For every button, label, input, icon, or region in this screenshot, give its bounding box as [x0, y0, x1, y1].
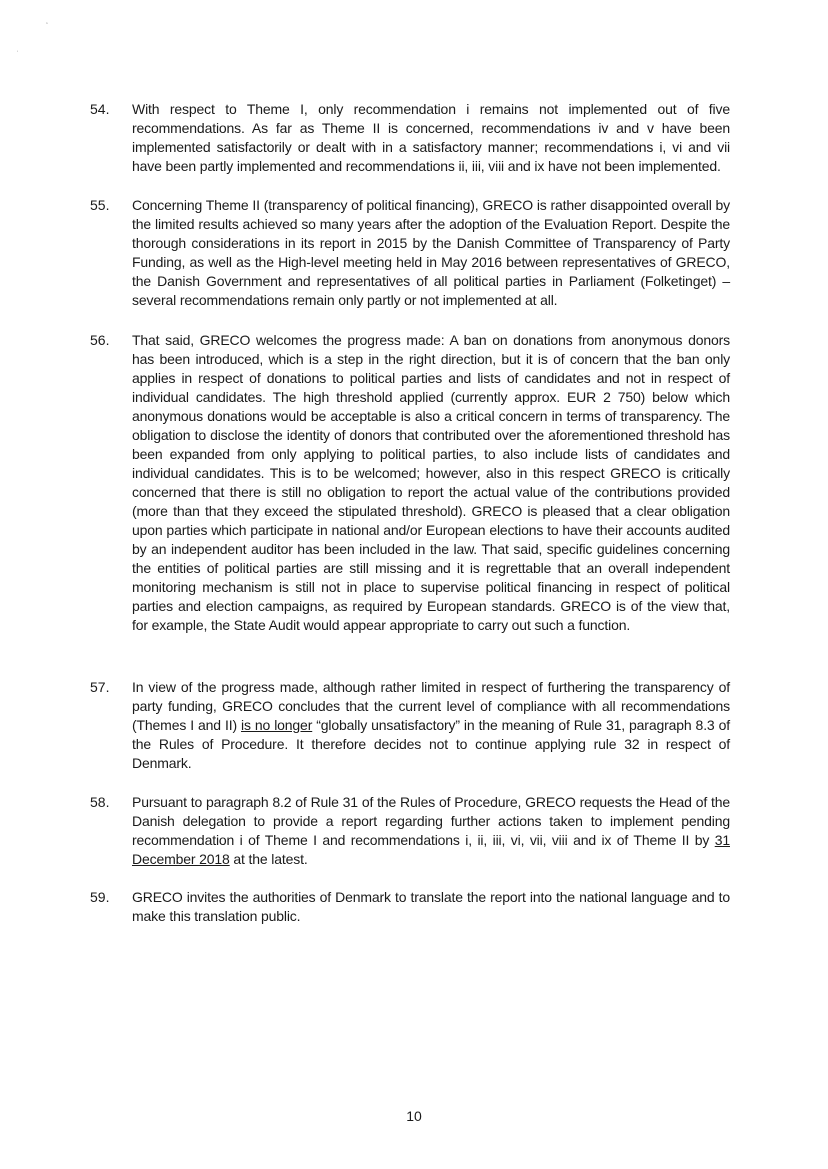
text-run: “globally unsatisfactory” in the meaning of Rule 31, paragraph 8.3 of the Rules of Procedure. It therefore decides not to continue applying rule 32 in respect of Denmark.	[132, 717, 730, 771]
text-run: Pursuant to paragraph 8.2 of Rule 31 of the Rules of Procedure, GRECO requests the Head of the Danish delegation to provide a report regarding further actions taken to implement pending recommendation i of Theme I and recommendations i, ii, iii, vi, vii, viii and ix of Theme II by	[132, 794, 730, 848]
paragraph-text	[132, 793, 730, 869]
paragraph-56	[90, 331, 730, 635]
paragraph-number: 54.	[90, 101, 110, 117]
paragraph-text: With respect to Theme I, only recommendation i remains not implemented out of five recommendations. As far as Theme II is concerned, recommendations iv and v have been implemented satisfactorily or dealt with in a satisfactory manner; recommendations i, vi and vii have been partly implemented and recommendations ii, iii, viii and ix have not been implemented.	[132, 101, 730, 174]
underlined-text: is no longer	[241, 717, 313, 733]
paragraph-text: GRECO invites the authorities of Denmark to translate the report into the national language and to make this translation public.	[132, 889, 730, 924]
paragraph-number: 58.	[90, 794, 110, 810]
text-run: at the latest.	[229, 851, 308, 867]
paragraph-58	[90, 793, 730, 869]
paragraph-text: That said, GRECO welcomes the progress made: A ban on donations from anonymous donors has been introduced, which is a step in the right direction, but it is of concern that the ban only applies in respect of donations to political parties and lists of candidates and not in respect of individual candidates. The high threshold applied (currently approx. EUR 2 750) below which anonymous donations would be acceptable is also a critical concern in terms of transparency. The obligation to disclose the identity of donors that contributed over the aforementioned threshold has been expanded from only applying to political parties, to also include lists of candidates and individual candidates. This is to be welcomed; however, also in this respect GRECO is critically concerned that there is still no obligation to report the actual value of the contributions provided (more than that they exceed the stipulated threshold). GRECO is pleased that a clear obligation upon parties which participate in national and/or European elections to have their accounts audited by an independent auditor has been included in the law. That said, specific guidelines concerning the entities of political parties are still missing and it is regrettable that an overall independent monitoring mechanism is still not in place to supervise political financing in respect of political parties and election campaigns, as required by European standards. GRECO is of the view that, for example, the State Audit would appear appropriate to carry out such a function.	[132, 332, 730, 633]
scan-artifact: ˛	[46, 14, 49, 24]
paragraph-text	[132, 678, 730, 773]
underlined-date: 31 December 2018	[132, 832, 730, 867]
paragraph-number: 57.	[90, 679, 110, 695]
paragraph-54	[90, 100, 730, 176]
paragraph-55	[90, 196, 730, 310]
paragraph-59	[90, 888, 730, 926]
paragraph-text: Concerning Theme II (transparency of political financing), GRECO is rather disappointed overall by the limited results achieved so many years after the adoption of the Evaluation Report. Despite the thorough considerations in its report in 2015 by the Danish Committee of Transparency of Party Funding, as well as the High-level meeting held in May 2016 between representatives of GRECO, the Danish Government and representatives of all political parties in Parliament (Folketinget) – several recommendations remain only partly or not implemented at all.	[132, 197, 730, 308]
page-number: 10	[406, 1108, 422, 1124]
text-run: In view of the progress made, although rather limited in respect of furthering the transparency of party funding, GRECO concludes that the current level of compliance with all recommendations (Themes I and II)	[132, 679, 730, 733]
paragraph-number: 59.	[90, 889, 110, 905]
scan-artifact: ˌ	[16, 42, 19, 52]
paragraph-number: 56.	[90, 332, 110, 348]
paragraph-57	[90, 678, 730, 773]
paragraph-number: 55.	[90, 197, 110, 213]
